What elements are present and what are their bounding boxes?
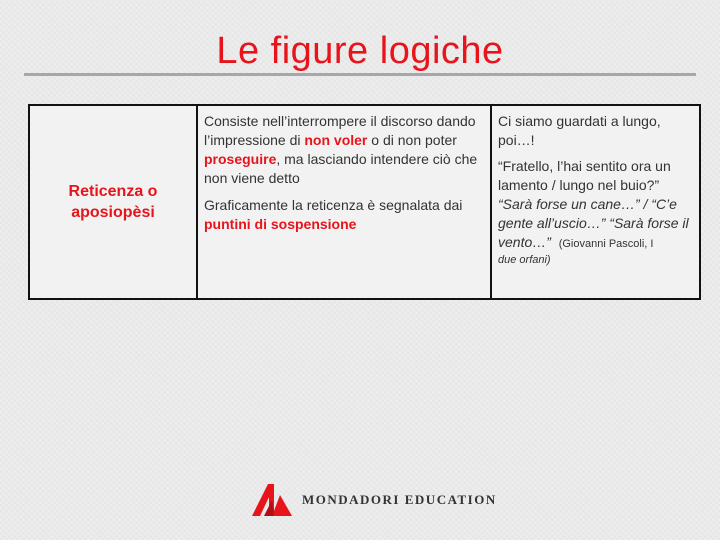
example-cell [491,105,700,299]
term-line-2: aposiopèsi [71,204,155,221]
highlight-puntini: puntini di sospensione [204,216,357,232]
example-quote [498,157,691,266]
citation: (Giovanni Pascoli, I [558,238,654,250]
definition-cell [197,105,491,299]
term-line-1: Reticenza o [68,183,158,200]
brand-name: MONDADORI EDUCATION [302,492,497,507]
highlight-non-voler: non voler [304,132,368,148]
definition-text: Graficamente la reticenza è segnalata dai [204,197,463,213]
citation-continued: due orfani) [498,254,551,266]
title-divider [24,73,696,76]
slide-title: Le figure logiche [216,30,504,72]
table-row [29,105,700,299]
definition-text: o di non poter [367,132,457,148]
highlight-proseguire: proseguire [204,151,277,167]
mondadori-logo-icon [250,483,294,517]
definition-paragraph-2 [204,196,486,234]
publisher-logo [250,482,497,518]
term-cell [29,105,197,299]
quote-part-a: “Fratello, l’hai sentito ora un lamento / lungo nel buio?” [498,158,671,193]
figure-table [28,104,701,300]
example-line-1: Ci siamo guardati a lungo, poi…! [498,113,661,148]
quote-part-b: “Sarà forse un cane…” / “C’e gente all’uscio…” “Sarà forse il vento…” [498,196,689,250]
definition-text: Consiste nell’interrompere il discorso dando l’impressione di [204,113,476,148]
definition-text: , ma lasciando intendere ciò che non viene detto [204,151,478,186]
definition-paragraph-1 [204,112,486,188]
